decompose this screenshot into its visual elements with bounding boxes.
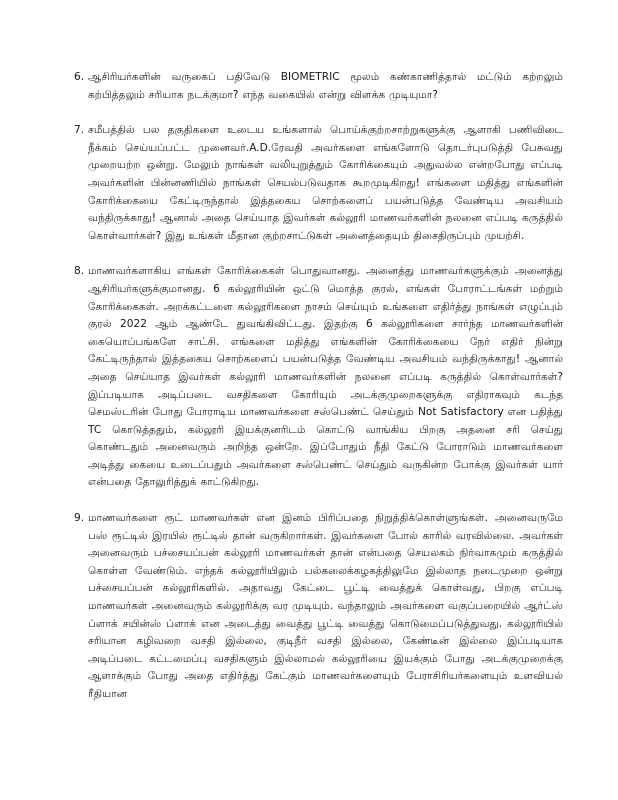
item-text: ஆசிரியர்களின் வருகைப் பதிவேடு BIOMETRIC மூலம் கண்காணித்தால் மட்டும் கற்றலும் கற்பித்தலும் சரியாக நடக்குமா? எந்த வகையில் என்று விளக்க முடியுமா? xyxy=(88,71,563,101)
item-text: மாணவர்களாகிய எங்கள் கோரிக்கைகள் பொதுவானது. அனைத்து மாணவர்களுக்கும் அனைத்து ஆசிரியர்களுக்குமானது. 6 கல்லூரியின் ஒட்டு மொத்த குரல், எங்கள் போராட்டங்கள் மற்றும் கோரிக்கைகள். அறக்கட்டளை கல்லூரிகளை நாசம் செய்யும் உங்களை எதிர்த்து நாங்கள் எழுப்பும் குரல் 2022 ஆம் ஆண்டே துவங்கிவிட்டது. இதற்கு 6 கல்லூரிகளை சார்ந்த மாணவர்களின் கையொப்பங்களே சாட்சி. எங்களை மதித்து எங்களின் கோரிக்கையை நேர் எதிர் நின்று கேட்டிருந்தால் இத்தகைய சொற்களைப் பயன்படுத்த வேண்டிய அவசியம் வந்திருக்காது! ஆனால் அதை செய்யாத இவர்கள் கல்லூரி மாணவர்களின் நலனை எப்படி கருத்தில் கொள்வார்கள்? இப்படியாக அடிப்படை வசதிகளை கோரியும் அடக்குமுறைகளுக்கு எதிராகவும் கடந்த செமஸ்டரின் போது போராடிய மாணவர்களை சஸ்பெண்ட் செய்தும் Not Satisfactory என பதித்து TC கொடுத்ததும், கல்லூரி இயக்குனரிடம் கொட்டு வாங்கிய பிறகு அதனை சரி செய்து கொண்டதும் அனைவரும் அறிந்த ஒன்றே. இப்போதும் நீதி கேட்டு போராடும் மாணவர்களை அடித்து கையை உடைப்பதும் அவர்களை சஸ்பெண்ட் செய்தும் வருகின்ற போக்கு இவர்கள் யார் என்பதை தோலுரித்துக் காட்டுகிறது. xyxy=(88,265,563,489)
item-number: 6. xyxy=(74,71,85,83)
list-item-9 xyxy=(74,510,563,704)
list-item-6 xyxy=(74,69,563,104)
item-number: 7. xyxy=(74,124,85,137)
item-number: 8. xyxy=(74,265,85,278)
item-text: சமீபத்தில் பல தகுதிகளை உடைய உங்களால் பொய்க்குற்றசாற்றுகளுக்கு ஆளாகி பணிவிடை நீக்கம் செய்யப்பட்ட முனைவர்.A.D.ரேவதி அவர்களை எங்களோடு தொடர்புபடுத்தி பேசுவது முறையற்ற ஒன்று. மேலும் நாங்கள் வலியுறுத்தும் கோரிக்கையும் அதுவல்ல என்றபோது எப்படி அவர்களின் பின்னணியில் நாங்கள் செயல்படுவதாக கூறமுடிகிறது! எங்களை மதித்து எங்களின் கோரிக்கையை கேட்டிருந்தால் இத்தகைய சொற்களைப் பயன்படுத்த வேண்டிய அவசியம் வந்திருக்காது! ஆனால் அதை செய்யாத இவர்கள் கல்லூரி மாணவர்களின் நலனை எப்படி கருத்தில் கொள்வார்கள்? இது உங்கள் மீதான குற்றசாட்டுகள் அனைத்தையும் திசைதிருப்பும் முயற்சி. xyxy=(88,124,563,242)
list-item-7 xyxy=(74,122,563,245)
list-item-8 xyxy=(74,263,563,492)
item-text: மாணவர்களை ரூட் மாணவர்கள் என இனம் பிரிப்பதை நிறுத்திக்கொள்ளுங்கள். அனைவருமே பஸ் ரூட்டில் இரயில் ரூட்டில் தான் வருகிறார்கள். இவர்களை போல் காரில் வரவில்லை. அவர்கள் அனைவரும் பச்சையப்பன் கல்லூரி மாணவர்கள் தான் என்பதை செயலகம் நிர்வாகமும் கருத்தில் கொள்ள வேண்டும். எந்தக் கல்லூரியிலும் பல்கலைக்கழகத்திலுமே இல்லாத நடைமுறை ஒன்று பச்சையப்பன் கல்லூரிகளில். அதாவது கேட்டை பூட்டி வைத்துக் கொள்வது, பிறகு எப்படி மாணவர்கள் அனைவரும் கல்லூரிக்கு வர முடியும். வந்தாலும் அவர்களை வகுப்பறையில் ஆர்ட்ஸ் ப்ளாக் சயின்ஸ் ப்ளாக் என அடைத்து வைத்து பூட்டி வைத்து கொடுமைப்படுத்துவது. கல்லூரியில் சரியான கழிவறை வசதி இல்லை, குடிநீர் வசதி இல்லை, கேண்டீன் இல்லை இப்படியாக அடிப்படை கட்டமைப்பு வசதிகளும் இல்லாமல் கல்லூரியை இயக்கும் போது அடக்குமுறைக்கு ஆளாக்கும் போது அதை எதிர்த்து கேட்கும் மாணவர்களையும் பேராசிரியர்களையும் உளவியல் ரீதியான xyxy=(88,512,563,700)
item-number: 9. xyxy=(74,512,85,525)
